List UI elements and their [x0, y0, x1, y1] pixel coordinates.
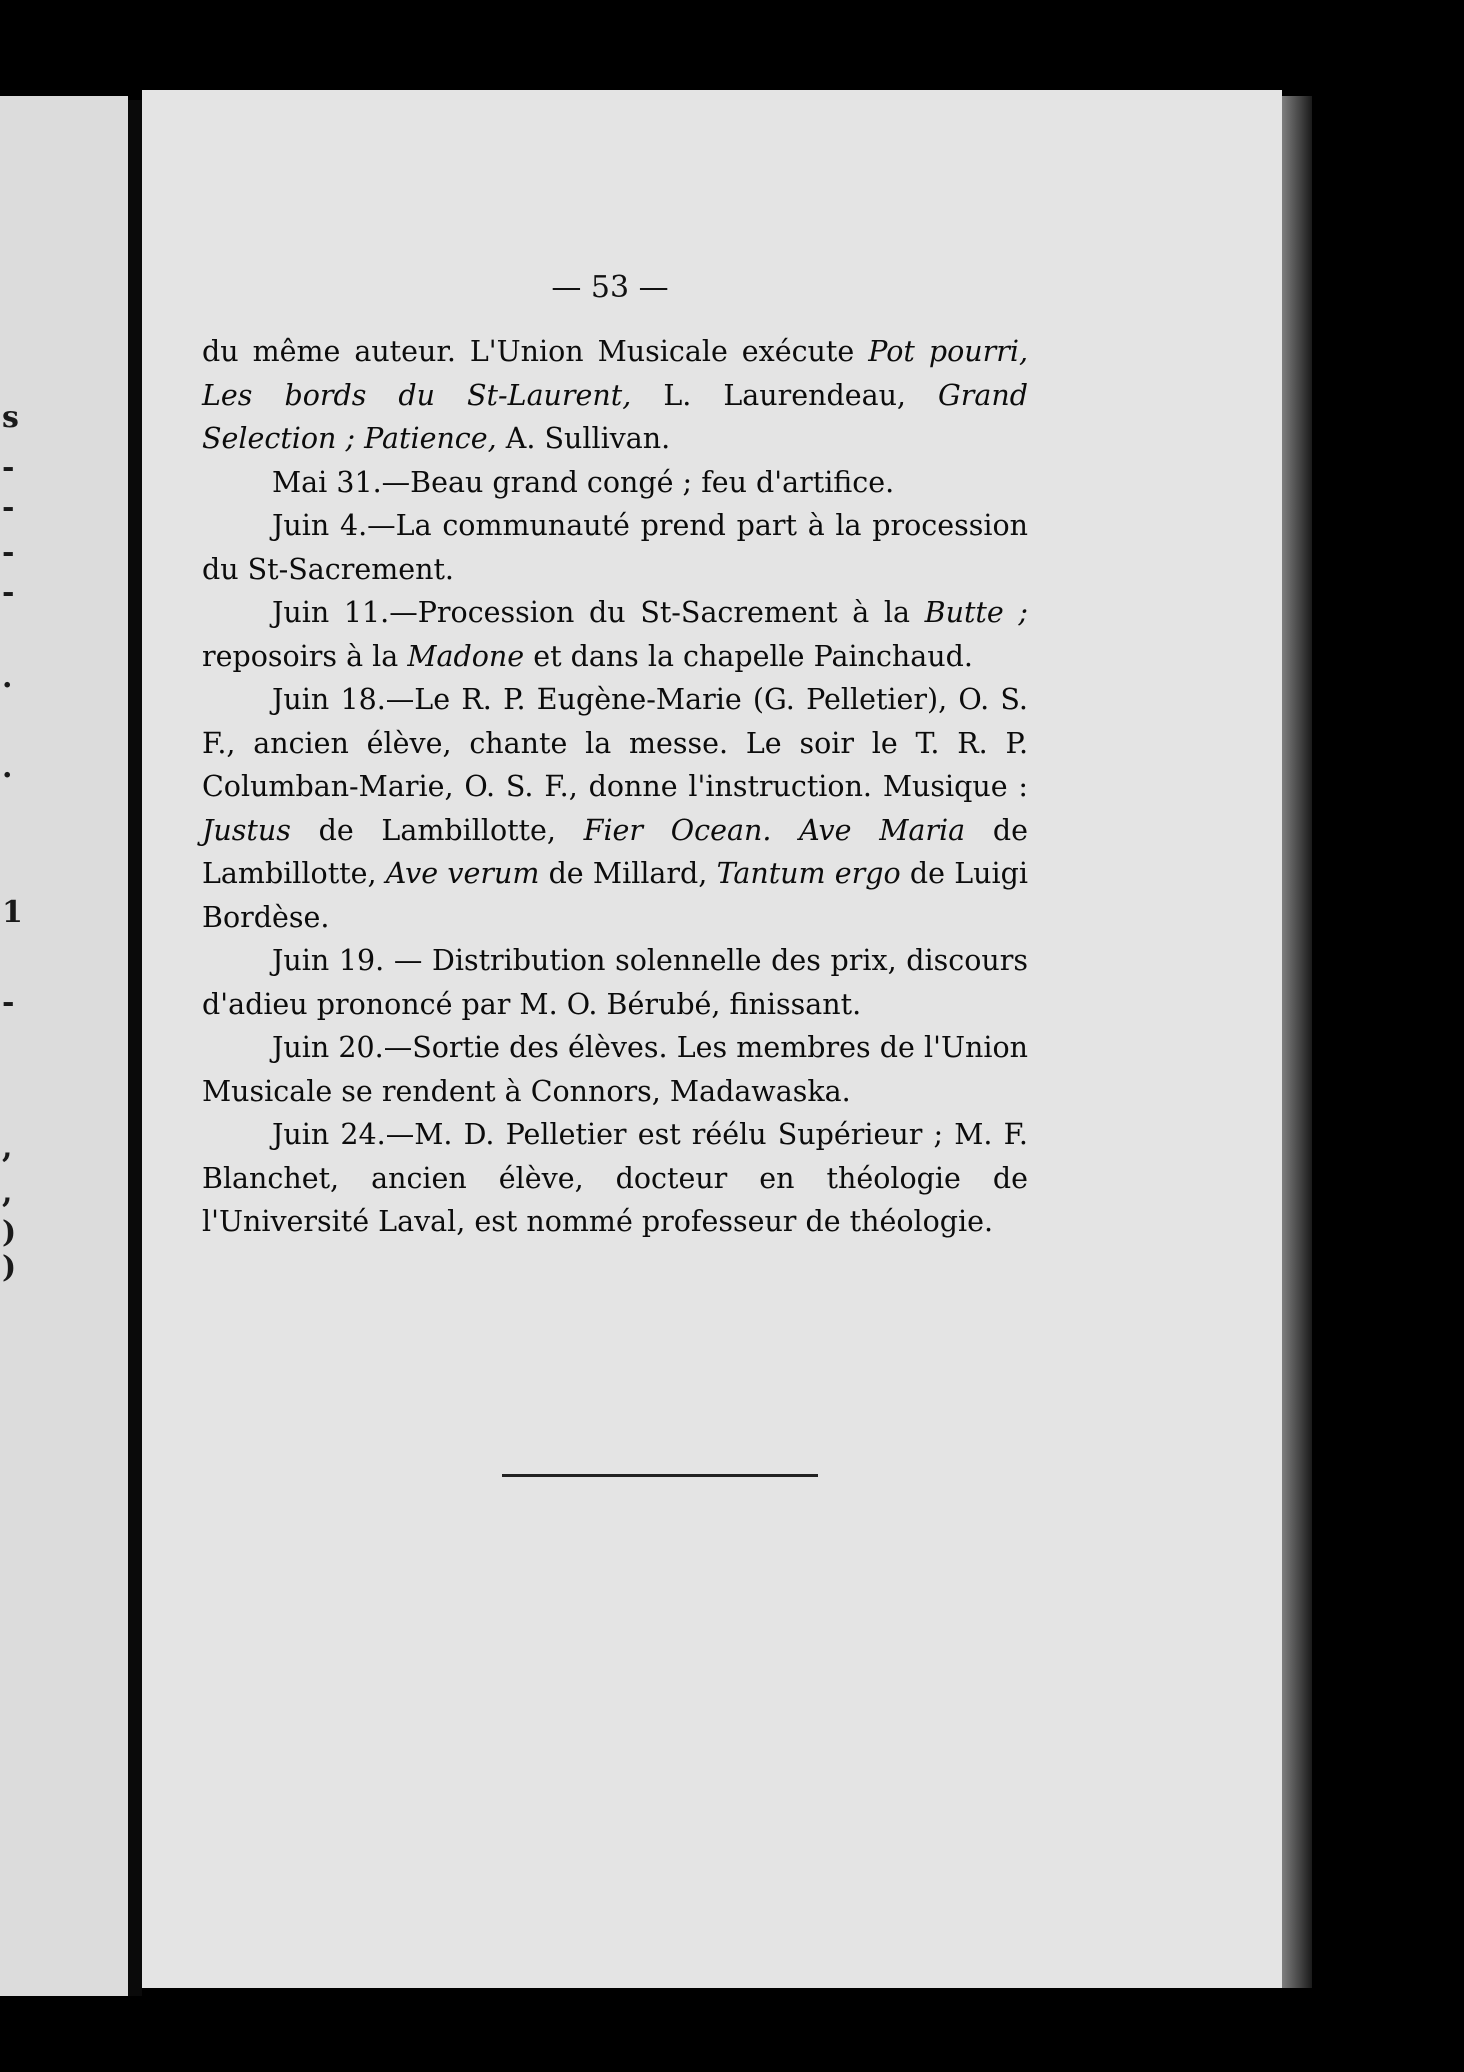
paragraph	[202, 939, 1028, 1026]
paragraph	[202, 591, 1028, 678]
italic-title: Grand Selection ; Patience,	[202, 378, 1029, 455]
adjacent-page-fragment: -	[2, 450, 15, 485]
adjacent-page-fragment: )	[2, 1250, 17, 1285]
text-run: de Lambillotte,	[202, 813, 1028, 890]
italic-title: Fier Ocean. Ave Maria	[583, 813, 966, 847]
text-run: de Luigi Bordèse.	[202, 857, 1028, 934]
page-number: — 53 —	[551, 270, 669, 305]
paragraph	[202, 1113, 1028, 1244]
text-run: reposoirs à la	[202, 639, 408, 673]
page-body-text	[202, 330, 1028, 1244]
text-run: et dans la chapelle Painchaud.	[524, 639, 973, 673]
paragraph	[202, 678, 1028, 939]
text-run: Juin 20.—Sortie des élèves. Les membres de l'Union Musicale se rendent à Connors, Madawaska.	[202, 1031, 1028, 1108]
text-run: Juin 11.—Procession du St-Sacrement à la	[272, 596, 925, 629]
adjacent-page-fragment: .	[2, 750, 13, 785]
page-gutter	[128, 100, 142, 1996]
text-run: Juin 18.—Le R. P. Eugène-Marie (G. Pelletier), O. S. F., ancien élève, chante la messe. Le soir le T. R. P. Columban-Marie, O. S. F., donne l'instruction. Musique :	[202, 683, 1028, 803]
text-run: Juin 19. — Distribution solennelle des prix, discours d'adieu prononcé par M. O. Bérubé, finissant.	[202, 944, 1028, 1021]
italic-title: Justus	[202, 813, 291, 847]
adjacent-page-fragment: -	[2, 490, 15, 525]
adjacent-page-fragment: -	[2, 535, 15, 570]
paragraph	[202, 461, 1028, 505]
adjacent-page-fragment: )	[2, 1215, 17, 1250]
text-run: Mai 31.—Beau grand congé ; feu d'artifice.	[272, 465, 895, 499]
text-run: de Millard,	[539, 857, 717, 890]
page-right-edge	[1282, 96, 1312, 1988]
italic-title: Tantum ergo	[716, 857, 901, 890]
italic-title: Pot pourri, Les bords du St-Laurent,	[202, 335, 1029, 412]
adjacent-page-fragment: ,	[2, 1175, 13, 1210]
paragraph	[202, 330, 1028, 461]
text-run: Juin 4.—La communauté prend part à la procession du St-Sacrement.	[202, 509, 1028, 586]
text-run: L. Laurendeau,	[631, 378, 939, 412]
adjacent-page-fragment: -	[2, 575, 15, 610]
text-run: A. Sullivan.	[496, 422, 671, 455]
adjacent-page-fragment: ,	[2, 1130, 13, 1165]
adjacent-page-fragment: 1	[2, 895, 23, 930]
text-run: Juin 24.—M. D. Pelletier est réélu Supérieur ; M. F. Blanchet, ancien élève, docteur en théologie de l'Université Laval, est nommé professeur de théologie.	[202, 1118, 1028, 1238]
italic-title: Ave verum	[385, 857, 540, 890]
section-end-rule	[502, 1474, 818, 1477]
adjacent-page-fragment: s	[2, 400, 19, 435]
paragraph	[202, 1026, 1028, 1113]
adjacent-page-edge	[0, 96, 128, 1996]
paragraph	[202, 504, 1028, 591]
italic-title: Butte ;	[924, 596, 1029, 629]
text-run: de Lambillotte,	[290, 813, 584, 847]
adjacent-page-fragment: .	[2, 660, 13, 695]
text-run: du même auteur. L'Union Musicale exécute	[202, 335, 869, 368]
italic-title: Madone	[407, 639, 525, 673]
adjacent-page-fragment: -	[2, 985, 15, 1020]
